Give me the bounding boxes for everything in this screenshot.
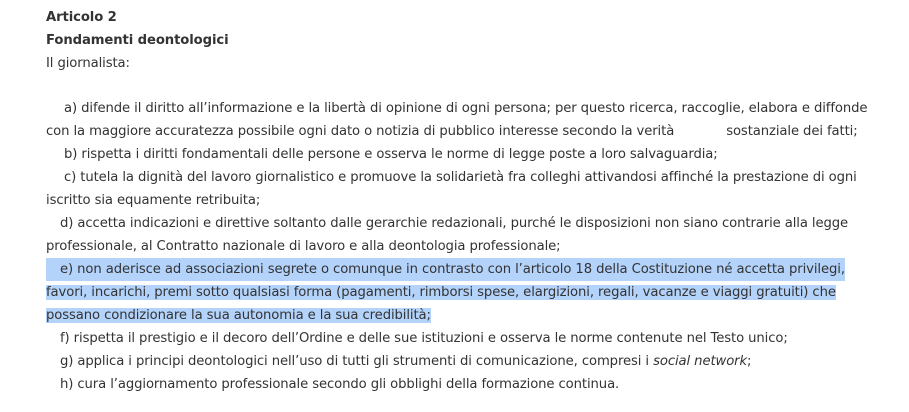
- article-intro: Il giornalista:: [46, 56, 130, 71]
- item-h-line-1: h) cura l’aggiornamento professionale secondo gli obblighi della formazione continua.: [60, 377, 620, 392]
- item-g-end: ;: [747, 354, 752, 369]
- item-e-line-3-selected[interactable]: possano condizionare la sua autonomia e la sua credibilità;: [46, 308, 431, 323]
- item-c-line-1: c) tutela la dignità del lavoro giornalistico e promuove la solidarietà fra colleghi attivandosi affinché la prestazione di ogni: [64, 170, 857, 185]
- item-a-line-1: a) difende il diritto all’informazione e la libertà di opinione di ogni persona; per questo ricerca, raccoglie, elabora e diffonde: [64, 101, 868, 116]
- item-a-line-2-part-2: sostanziale dei fatti;: [726, 124, 858, 139]
- article-title: Fondamenti deontologici: [46, 33, 229, 48]
- article-number: Articolo 2: [46, 10, 117, 25]
- item-f-line-1: f) rispetta il prestigio e il decoro dell’Ordine e delle sue istituzioni e osserva le norme contenute nel Testo unico;: [60, 331, 788, 346]
- item-g-text: g) applica i principi deontologici nell’uso di tutti gli strumenti di comunicazione, compresi i: [60, 354, 649, 369]
- item-d-line-1: d) accetta indicazioni e direttive soltanto dalle gerarchie redazionali, purché le disposizioni non siano contrarie alla legge: [60, 216, 849, 231]
- item-e-line-1[interactable]: [46, 258, 845, 281]
- item-b-line-1: b) rispetta i diritti fondamentali delle persone e osserva le norme di legge poste a loro salvaguardia;: [64, 147, 718, 162]
- item-e-line-3[interactable]: [46, 304, 431, 327]
- item-a-line-2-part-1: con la maggiore accuratezza possibile ogni dato o notizia di pubblico interesse secondo la verità: [46, 124, 675, 139]
- item-d-line-2: professionale, al Contratto nazionale di lavoro e alla deontologia professionale;: [46, 239, 561, 254]
- item-e-line-2[interactable]: [46, 281, 836, 304]
- item-a-line-2: [46, 120, 858, 143]
- item-e-line-2-selected[interactable]: favori, incarichi, premi sotto qualsiasi forma (pagamenti, rimborsi spese, elargizioni, regali, vacanze e viaggi gratuiti) che: [46, 285, 836, 300]
- item-g-italic-term: social network: [653, 354, 748, 369]
- item-e-line-1-selected[interactable]: e) non aderisce ad associazioni segrete o comunque in contrasto con l’articolo 18 della Costituzione né accetta privilegi,: [46, 258, 845, 281]
- item-g-line-1: [60, 350, 751, 373]
- item-c-line-2: iscritto sia equamente retribuita;: [46, 193, 261, 208]
